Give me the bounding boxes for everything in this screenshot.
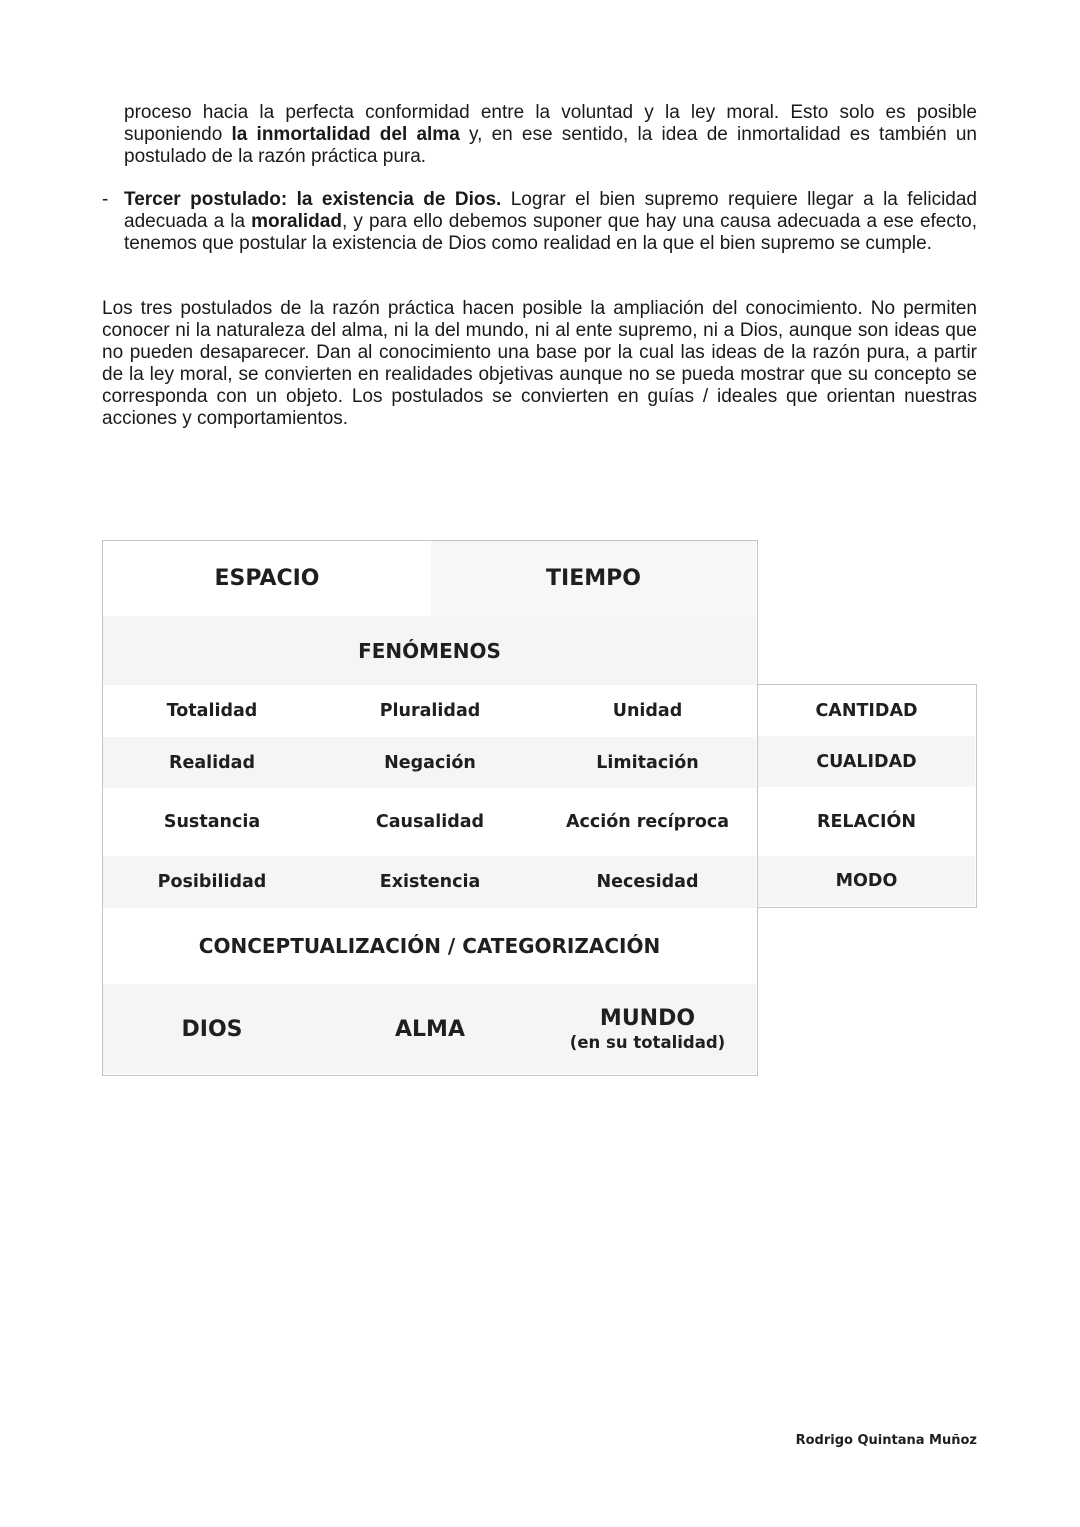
text: , y para ello debemos suponer que hay una causa adecuada a ese efecto, tenemos que postular la existencia de Dios como realidad en la que el bien supremo se cumple.	[124, 211, 977, 254]
mundo-label: MUNDO	[599, 1006, 696, 1031]
cell-realidad: Realidad	[103, 737, 321, 788]
bold-text: moralidad	[251, 211, 342, 232]
cell-mundo	[539, 984, 756, 1074]
cell-espacio: ESPACIO	[103, 541, 431, 616]
text: proceso hacia la perfecta conformidad entre la voluntad y la ley moral. Esto solo es posible suponiendo	[124, 102, 977, 145]
cell-tiempo: TIEMPO	[431, 541, 756, 616]
text: Lograr el bien supremo requiere llegar a la felicidad adecuada a la	[124, 189, 977, 232]
cell-limitacion: Limitación	[539, 737, 756, 788]
categories-table	[102, 540, 758, 1076]
paragraph-inmortalidad	[124, 102, 977, 168]
cell-cualidad: CUALIDAD	[758, 736, 975, 787]
cell-totalidad: Totalidad	[103, 685, 321, 737]
cell-alma: ALMA	[321, 984, 539, 1074]
cell-dios: DIOS	[103, 984, 321, 1074]
cell-accion-reciproca: Acción recíproca	[539, 788, 756, 856]
category-groups-table	[758, 684, 977, 908]
mundo-sublabel: (en su totalidad)	[569, 1033, 726, 1052]
cell-necesidad: Necesidad	[539, 856, 756, 908]
paragraph-tercer-postulado	[124, 189, 977, 255]
cell-negacion: Negación	[321, 737, 539, 788]
cell-posibilidad: Posibilidad	[103, 856, 321, 908]
bold-text: la inmortalidad del alma	[231, 124, 460, 145]
paragraph-tres-postulados: Los tres postulados de la razón práctica hacen posible la ampliación del conocimiento. No permiten conocer ni la naturaleza del alma, ni la del mundo, ni al ente supremo, ni a Dios, aunque son ideas que no pueden desaparecer. Dan al conocimiento una base por la cual las ideas de la razón pura, a partir de la ley moral, se convierten en realidades objetivas aunque no se pueda mostrar que su concepto se corresponda con un objeto. Los postulados se convierten en guías / ideales que orientan nuestras acciones y comportamientos.	[102, 298, 977, 429]
cell-fenomenos: FENÓMENOS	[103, 616, 756, 685]
cell-sustancia: Sustancia	[103, 788, 321, 856]
cell-pluralidad: Pluralidad	[321, 685, 539, 737]
cell-conceptualizacion: CONCEPTUALIZACIÓN / CATEGORIZACIÓN	[103, 908, 756, 984]
cell-existencia: Existencia	[321, 856, 539, 908]
cell-unidad: Unidad	[539, 685, 756, 737]
cell-causalidad: Causalidad	[321, 788, 539, 856]
text: y, en ese sentido, la idea de inmortalidad es también un postulado de la razón práctica pura.	[124, 124, 977, 167]
bullet-dash: -	[102, 189, 109, 210]
cell-modo: MODO	[758, 856, 975, 906]
bold-text: Tercer postulado: la existencia de Dios.	[124, 189, 502, 210]
cell-cantidad: CANTIDAD	[758, 685, 975, 736]
footer-author: Rodrigo Quintana Muñoz	[795, 1433, 977, 1448]
cell-relacion: RELACIÓN	[758, 787, 975, 856]
